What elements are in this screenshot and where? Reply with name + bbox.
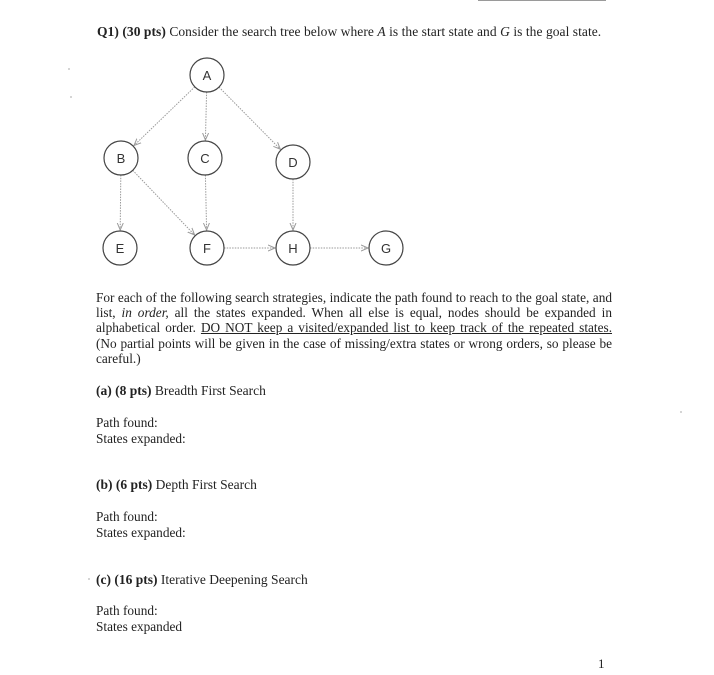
part-label: (b): [96, 477, 113, 492]
tree-edge-a-d: [219, 87, 280, 149]
part-b-title: [96, 477, 257, 493]
part-b-path-label: Path found:: [96, 509, 158, 524]
instructions-text-3: (No partial points will be given in the case of missing/extra states or wrong orders, so please be careful.): [96, 335, 612, 366]
part-a-expanded-label: States expanded:: [96, 431, 186, 446]
tree-edge-c-f: [205, 175, 206, 230]
node-label: E: [115, 241, 125, 256]
question-points: (30 pts): [122, 24, 166, 39]
part-name: Depth First Search: [155, 477, 257, 492]
instructions-text-2: all the states expanded. When all else is equal, nodes should be expanded in alphabetical order.: [96, 305, 612, 336]
part-name: Iterative Deepening Search: [160, 572, 308, 587]
goal-state-var: G: [500, 24, 510, 39]
tree-edge-b-f: [133, 170, 195, 235]
tree-node-f: [190, 231, 224, 265]
question-text-start: Consider the search tree below where: [169, 24, 374, 39]
tree-nodes: [103, 58, 403, 265]
part-name: Breadth First Search: [154, 383, 266, 398]
tree-edge-a-c: [205, 92, 206, 140]
tree-node-c: [188, 141, 222, 175]
tree-node-b: [104, 141, 138, 175]
part-points: (6 pts): [115, 477, 153, 492]
part-c-path-label: Path found:: [96, 603, 158, 618]
tree-edges: [120, 87, 368, 248]
instructions-text-1: For each of the following search strategies, indicate the path found to reach to the goal state, and list,: [96, 290, 612, 321]
tree-node-h: [276, 231, 310, 265]
start-state-var: A: [377, 24, 386, 39]
question-text-mid: is the start state and: [389, 24, 497, 39]
scan-speck: [88, 578, 90, 580]
question-text-end: is the goal state.: [513, 24, 602, 39]
tree-node-d: [276, 145, 310, 179]
part-label: (c): [96, 572, 111, 587]
part-label: (a): [96, 383, 112, 398]
tree-node-g: [369, 231, 403, 265]
node-label: H: [288, 241, 298, 256]
instructions: [96, 290, 612, 366]
part-points: (16 pts): [114, 572, 158, 587]
part-a-title: [96, 383, 266, 399]
part-c-title: [96, 572, 308, 588]
node-label: A: [202, 68, 212, 83]
node-label: D: [288, 155, 298, 170]
node-label: G: [380, 241, 392, 256]
part-points: (8 pts): [115, 383, 152, 398]
part-b-expanded-label: States expanded:: [96, 525, 186, 540]
question-number: Q1): [97, 24, 119, 39]
page-number: 1: [598, 656, 605, 671]
node-label: C: [200, 151, 210, 166]
part-a-path-label: Path found:: [96, 415, 158, 430]
node-label: F: [203, 241, 211, 256]
search-tree-diagram: [0, 0, 714, 300]
node-label: B: [116, 151, 126, 166]
part-c-expanded-label: States expanded: [96, 619, 183, 634]
tree-node-a: [190, 58, 224, 92]
tree-edge-b-e: [120, 175, 121, 230]
scan-speck: [680, 411, 682, 413]
instructions-underlined-rule: DO NOT keep a visited/expanded list to keep track of the repeated states.: [200, 320, 613, 336]
tree-edge-a-b: [134, 87, 195, 146]
tree-node-e: [103, 231, 137, 265]
instructions-in-order: in order,: [121, 305, 169, 321]
